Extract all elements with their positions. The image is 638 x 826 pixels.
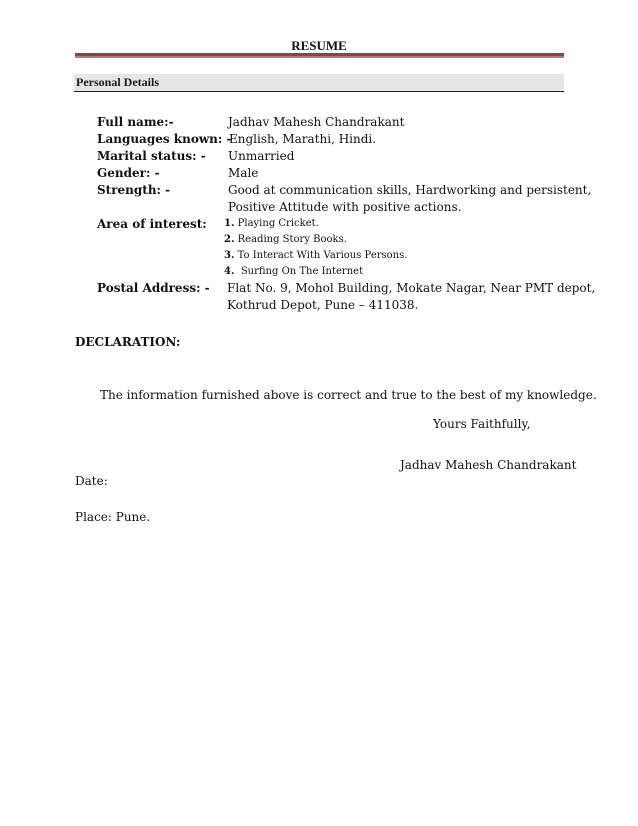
strength-value-line1: Good at communication skills, Hardworking and persistent, <box>228 183 592 197</box>
interest-number: 1. <box>224 218 235 229</box>
title-rule-gray <box>75 56 564 58</box>
resume-title: RESUME <box>291 38 347 53</box>
interest-item <box>224 250 407 261</box>
closing-text: Yours Faithfully, <box>433 417 531 431</box>
strength-value-line2: Positive Attitude with positive actions. <box>228 200 462 214</box>
interest-text: To Interact With Various Persons. <box>237 250 408 261</box>
languages-value: English, Marathi, Hindi. <box>229 132 377 146</box>
declaration-statement: The information furnished above is correct and true to the best of my knowledge. <box>100 388 597 402</box>
interest-number: 4. <box>224 266 235 277</box>
section-header-label: Personal Details <box>76 75 159 89</box>
interest-text: Surfing On The Internet <box>240 266 364 277</box>
signature-name: Jadhav Mahesh Chandrakant <box>400 458 577 472</box>
interest-item <box>224 234 347 245</box>
declaration-heading: DECLARATION: <box>75 335 181 349</box>
interest-number: 3. <box>224 250 235 261</box>
interest-text: Reading Story Books. <box>237 234 347 245</box>
postal-address-line1: Flat No. 9, Mohol Building, Mokate Nagar, Near PMT depot, <box>227 281 596 295</box>
section-header-bar <box>74 74 564 92</box>
postal-address-label: Postal Address: - <box>97 281 210 295</box>
interest-number: 2. <box>224 234 235 245</box>
full-name-value: Jadhav Mahesh Chandrakant <box>228 115 405 129</box>
gender-value: Male <box>228 166 259 180</box>
strength-label: Strength: - <box>97 183 171 197</box>
date-label: Date: <box>75 474 108 488</box>
postal-address-line2: Kothrud Depot, Pune – 411038. <box>227 298 419 312</box>
gender-label: Gender: - <box>97 166 160 180</box>
interest-text: Playing Cricket. <box>237 218 319 229</box>
languages-label: Languages known: - <box>97 132 232 146</box>
marital-status-label: Marital status: - <box>97 149 206 163</box>
interest-item <box>224 266 363 277</box>
marital-status-value: Unmarried <box>228 149 295 163</box>
place-text: Place: Pune. <box>75 510 151 524</box>
interest-item <box>224 218 319 229</box>
full-name-label: Full name:- <box>97 115 174 129</box>
area-of-interest-label: Area of interest: <box>97 217 207 231</box>
